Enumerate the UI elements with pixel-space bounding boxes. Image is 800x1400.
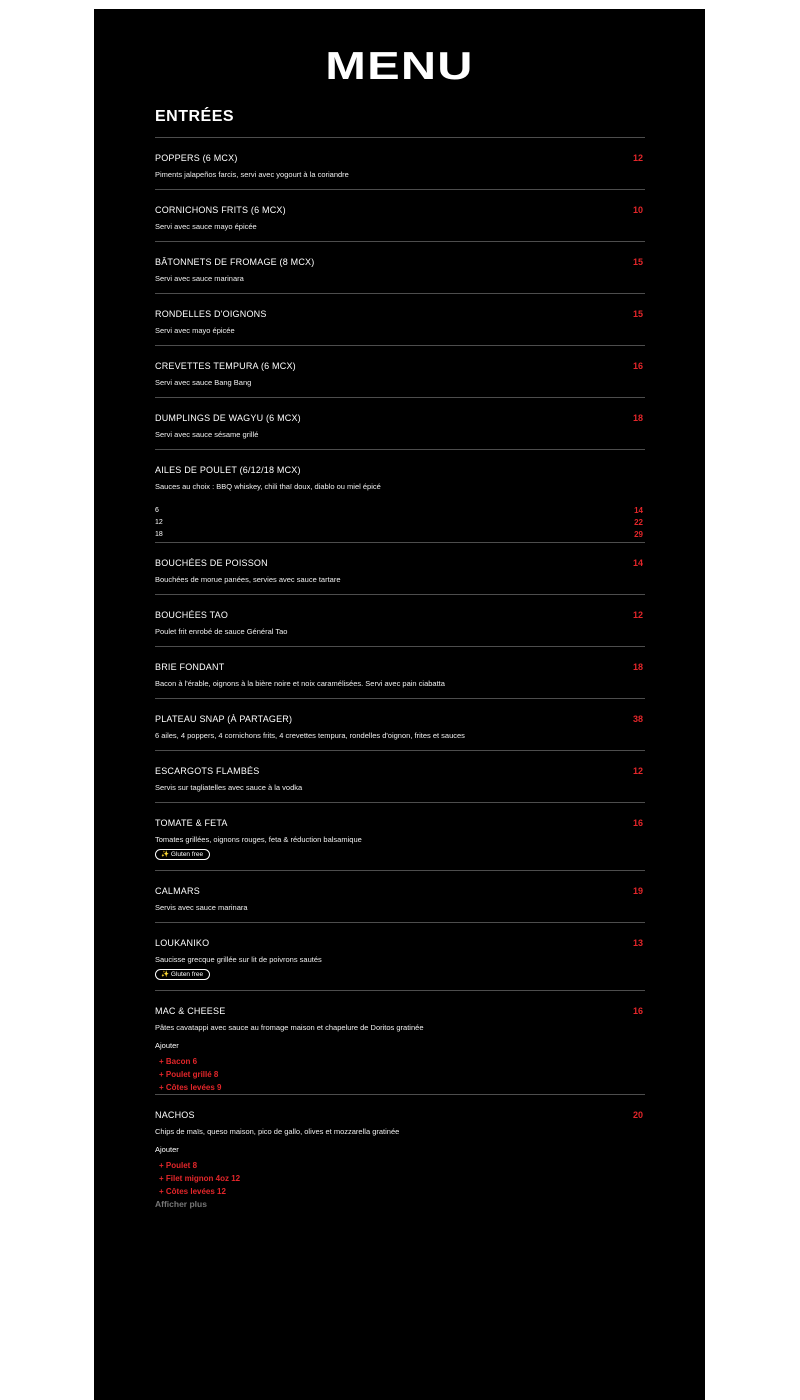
item-price: 12 xyxy=(632,610,643,620)
item-price: 13 xyxy=(632,938,643,948)
portion-row xyxy=(155,530,645,542)
addons-label: Ajouter xyxy=(155,1145,179,1154)
item-price: 38 xyxy=(632,714,643,724)
item-description: Pâtes cavatappi avec sauce au fromage maison et chapelure de Doritos gratinée xyxy=(155,1023,424,1032)
item-description: Piments jalapeños farcis, servi avec yogourt à la coriandre xyxy=(155,170,349,179)
menu-item xyxy=(155,698,645,750)
item-description: Servi avec sauce Bang Bang xyxy=(155,378,252,387)
item-header xyxy=(155,256,645,268)
portion-price: 14 xyxy=(634,506,643,515)
item-header xyxy=(155,152,645,164)
item-header xyxy=(155,661,645,673)
portion-price: 22 xyxy=(634,518,643,527)
addons-label: Ajouter xyxy=(155,1041,179,1050)
portion-list xyxy=(155,506,645,542)
item-header xyxy=(155,937,645,949)
item-price: 16 xyxy=(632,361,643,371)
item-price: 12 xyxy=(632,766,643,776)
item-price: 18 xyxy=(632,662,643,672)
item-header xyxy=(155,713,645,725)
addon-option[interactable]: + Poulet 8 xyxy=(159,1161,198,1170)
gluten-free-badge: ✨ Gluten free xyxy=(155,849,210,860)
item-price: 19 xyxy=(632,886,643,896)
portion-qty: 18 xyxy=(155,531,163,538)
menu-list xyxy=(155,137,645,1198)
menu-item xyxy=(155,646,645,698)
portion-qty: 6 xyxy=(155,507,159,514)
addon-option[interactable]: + Côtes levées 9 xyxy=(159,1083,222,1092)
item-price: 16 xyxy=(632,1006,643,1016)
menu-item xyxy=(155,1094,645,1198)
item-price: 18 xyxy=(632,413,643,423)
menu-item xyxy=(155,542,645,594)
item-header xyxy=(155,308,645,320)
item-price: 15 xyxy=(632,309,643,319)
item-price: 14 xyxy=(632,558,643,568)
addon-option[interactable]: + Côtes levées 12 xyxy=(159,1187,226,1196)
portion-row xyxy=(155,506,645,518)
menu-item xyxy=(155,870,645,922)
addon-option[interactable]: + Poulet grillé 8 xyxy=(159,1070,219,1079)
item-name: BÂTONNETS DE FROMAGE (8 MCX) xyxy=(155,257,315,267)
item-description: Servis avec sauce marinara xyxy=(155,903,248,912)
item-description: Servi avec sauce sésame grillé xyxy=(155,430,259,439)
item-description: 6 ailes, 4 poppers, 4 cornichons frits, 4 crevettes tempura, rondelles d'oignon, frites et sauces xyxy=(155,731,465,740)
item-description: Servi avec sauce mayo épicée xyxy=(155,222,257,231)
menu-item xyxy=(155,241,645,293)
item-header xyxy=(155,1005,645,1017)
item-name: BOUCHÉES DE POISSON xyxy=(155,558,268,568)
item-header xyxy=(155,765,645,777)
menu-item xyxy=(155,594,645,646)
item-description: Tomates grillées, oignons rouges, feta & réduction balsamique xyxy=(155,835,362,844)
addon-option[interactable]: + Bacon 6 xyxy=(159,1057,198,1066)
item-header xyxy=(155,817,645,829)
menu-item xyxy=(155,137,645,189)
item-header xyxy=(155,1109,645,1121)
item-description: Sauces au choix : BBQ whiskey, chili thaï doux, diablo ou miel épicé xyxy=(155,482,381,491)
item-price: 12 xyxy=(632,153,643,163)
menu-item xyxy=(155,189,645,241)
item-name: BOUCHÉES TAO xyxy=(155,610,229,620)
show-more-link[interactable]: Afficher plus xyxy=(155,1199,207,1209)
menu-item xyxy=(155,750,645,802)
portion-row xyxy=(155,518,645,530)
item-price: 16 xyxy=(632,818,643,828)
item-name: CORNICHONS FRITS (6 MCX) xyxy=(155,205,286,215)
item-header xyxy=(155,204,645,216)
item-name: LOUKANIKO xyxy=(155,938,210,948)
menu-title: MENU xyxy=(325,45,474,88)
addon-list xyxy=(159,1055,221,1094)
item-description: Poulet frit enrobé de sauce Général Tao xyxy=(155,627,288,636)
item-price: 15 xyxy=(632,257,643,267)
item-header xyxy=(155,557,645,569)
item-name: MAC & CHEESE xyxy=(155,1006,226,1016)
item-name: ESCARGOTS FLAMBÉS xyxy=(155,766,260,776)
item-header xyxy=(155,412,645,424)
menu-item xyxy=(155,345,645,397)
menu-item xyxy=(155,449,645,542)
item-name: CREVETTES TEMPURA (6 MCX) xyxy=(155,361,296,371)
item-price: 10 xyxy=(632,205,643,215)
section-title: ENTRÉES xyxy=(155,108,235,125)
menu-item xyxy=(155,990,645,1094)
item-name: POPPERS (6 MCX) xyxy=(155,153,238,163)
menu-item xyxy=(155,293,645,345)
item-description: Servi avec sauce marinara xyxy=(155,274,244,283)
item-name: AILES DE POULET (6/12/18 MCX) xyxy=(155,465,301,475)
item-name: TOMATE & FETA xyxy=(155,818,228,828)
item-header xyxy=(155,360,645,372)
addon-option[interactable]: + Filet mignon 4oz 12 xyxy=(159,1174,241,1183)
item-description: Saucisse grecque grillée sur lit de poivrons sautés xyxy=(155,955,322,964)
menu-item xyxy=(155,922,645,990)
menu-item xyxy=(155,802,645,870)
item-description: Chips de maïs, queso maison, pico de gallo, olives et mozzarella gratinée xyxy=(155,1127,400,1136)
item-name: CALMARS xyxy=(155,886,200,896)
gluten-free-badge: ✨ Gluten free xyxy=(155,969,210,980)
menu-panel xyxy=(94,9,705,1400)
portion-price: 29 xyxy=(634,530,643,539)
item-header xyxy=(155,609,645,621)
item-header xyxy=(155,464,645,476)
item-description: Servis sur tagliatelles avec sauce à la vodka xyxy=(155,783,303,792)
menu-item xyxy=(155,397,645,449)
item-description: Bouchées de morue panées, servies avec sauce tartare xyxy=(155,575,341,584)
item-description: Bacon à l'érable, oignons à la bière noire et noix caramélisées. Servi avec pain ciabatta xyxy=(155,679,445,688)
item-name: BRIE FONDANT xyxy=(155,662,225,672)
addon-list xyxy=(159,1159,240,1198)
item-header xyxy=(155,885,645,897)
item-price: 20 xyxy=(632,1110,643,1120)
item-description: Servi avec mayo épicée xyxy=(155,326,235,335)
item-name: RONDELLES D'OIGNONS xyxy=(155,309,267,319)
portion-qty: 12 xyxy=(155,519,163,526)
item-name: NACHOS xyxy=(155,1110,195,1120)
item-name: PLATEAU SNAP (À PARTAGER) xyxy=(155,714,293,724)
item-name: DUMPLINGS DE WAGYU (6 MCX) xyxy=(155,413,301,423)
